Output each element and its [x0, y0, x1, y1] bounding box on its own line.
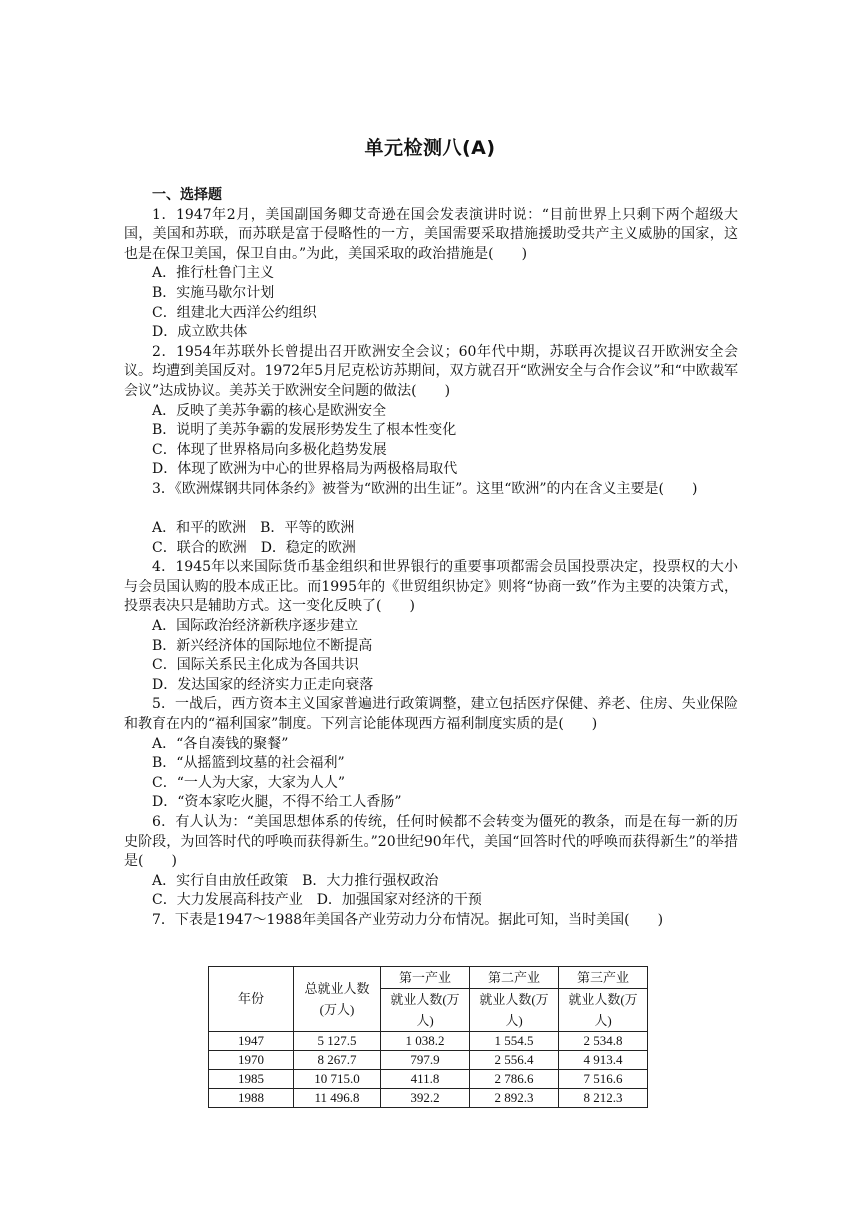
cell-total: 10 715.0 — [294, 1070, 381, 1089]
question-2-option-d: D．体现了欧洲为中心的世界格局为两极格局取代 — [152, 461, 458, 478]
question-3-stem: 3．《欧洲煤钢共同体条约》被誉为“欧洲的出生证”。这里“欧洲”的内在含义主要是( ) — [152, 480, 698, 497]
question-1-option-a: A．推行杜鲁门主义 — [152, 265, 275, 282]
question-1-option-d: D．成立欧共体 — [152, 324, 248, 341]
cell-primary: 392.2 — [381, 1089, 470, 1108]
cell-total: 5 127.5 — [294, 1032, 381, 1051]
question-7-stem: 7．下表是1947～1988年美国各产业劳动力分布情况。据此可知，当时美国( ) — [152, 911, 664, 928]
cell-year: 1988 — [209, 1089, 294, 1108]
labor-distribution-table — [208, 966, 648, 1108]
cell-tertiary: 4 913.4 — [559, 1051, 648, 1070]
table-row — [209, 1032, 648, 1051]
table-row — [209, 1089, 648, 1108]
cell-year: 1947 — [209, 1032, 294, 1051]
question-1-option-c: C．组建北大西洋公约组织 — [152, 304, 317, 321]
question-5-option-b: B．“从摇篮到坟墓的社会福利” — [152, 755, 345, 772]
cell-primary: 797.9 — [381, 1051, 470, 1070]
question-2-option-c: C．体现了世界格局向多极化趋势发展 — [152, 441, 387, 458]
cell-secondary: 1 554.5 — [470, 1032, 559, 1051]
header-total: 总就业人数(万人) — [294, 967, 381, 1032]
cell-total: 11 496.8 — [294, 1089, 381, 1108]
cell-secondary: 2 556.4 — [470, 1051, 559, 1070]
cell-total: 8 267.7 — [294, 1051, 381, 1070]
cell-primary: 411.8 — [381, 1070, 470, 1089]
question-3-options-cd: C．联合的欧洲 D．稳定的欧洲 — [152, 539, 356, 556]
question-1-option-b: B．实施马歇尔计划 — [152, 284, 275, 301]
question-2-option-a: A．反映了美苏争霸的核心是欧洲安全 — [152, 402, 387, 419]
question-4-option-b: B．新兴经济体的国际地位不断提高 — [152, 637, 373, 654]
cell-primary: 1 038.2 — [381, 1032, 470, 1051]
table-header-row — [209, 967, 648, 989]
question-5-option-d: D．“资本家吃火腿，不得不给工人香肠” — [152, 794, 402, 811]
subheader-tertiary-employed: 就业人数(万人) — [559, 989, 648, 1032]
question-1-stem: 1．1947年2月，美国副国务卿艾奇逊在国会发表演讲时说：“目前世界上只剩下两个超级大国，美国和苏联，而苏联是富于侵略性的一方，美国需要采取措施援助受共产主义威胁的国家，这也是在保卫美国，保卫自由。”为此，美国采取的政治措施是( ) — [124, 206, 738, 262]
question-6-options-ab: A．实行自由放任政策 B．大力推行强权政治 — [152, 872, 439, 889]
table-row — [209, 1051, 648, 1070]
question-5-option-c: C．“一人为大家，大家为人人” — [152, 774, 346, 791]
page-title: 单元检测八(A) — [364, 137, 496, 159]
question-4-stem: 4．1945年以来国际货币基金组织和世界银行的重要事项都需会员国投票决定，投票权的大小与会员国认购的股本成正比。而1995年的《世贸组织协定》则将“协商一致”作为主要的决策方式，投票表决只是辅助方式。这一变化反映了( ) — [124, 559, 738, 615]
question-6-stem: 6．有人认为：“美国思想体系的传统，任何时候都不会转变为僵死的教条，而是在每一新的历史阶段，为回答时代的呼唤而获得新生。”20世纪90年代，美国“回答时代的呼唤而获得新生”的举措是( ) — [124, 814, 738, 870]
question-5-stem: 5．一战后，西方资本主义国家普遍进行政策调整，建立包括医疗保健、养老、住房、失业保险和教育在内的“福利国家”制度。下列言论能体现西方福利制度实质的是( ) — [124, 696, 738, 733]
table-row — [209, 1070, 648, 1089]
header-year: 年份 — [209, 967, 294, 1032]
section-heading: 一、选择题 — [152, 187, 222, 203]
cell-tertiary: 2 534.8 — [559, 1032, 648, 1051]
header-tertiary: 第三产业 — [559, 967, 648, 989]
cell-secondary: 2 892.3 — [470, 1089, 559, 1108]
spacer — [124, 500, 738, 520]
cell-year: 1970 — [209, 1051, 294, 1070]
question-6-options-cd: C．大力发展高科技产业 D．加强国家对经济的干预 — [152, 892, 482, 909]
cell-tertiary: 8 212.3 — [559, 1089, 648, 1108]
question-4-option-c: C．国际关系民主化成为各国共识 — [152, 657, 359, 674]
question-list — [124, 186, 738, 931]
question-2-stem: 2．1954年苏联外长曾提出召开欧洲安全会议；60年代中期，苏联再次提议召开欧洲安全会议。均遭到美国反对。1972年5月尼克松访苏期间，双方就召开“欧洲安全与合作会议”和“中欧裁军会议”达成协议。美苏关于欧洲安全问题的做法( ) — [124, 343, 738, 399]
question-4-option-d: D．发达国家的经济实力正走向衰落 — [152, 676, 374, 693]
cell-year: 1985 — [209, 1070, 294, 1089]
cell-secondary: 2 786.6 — [470, 1070, 559, 1089]
header-secondary: 第二产业 — [470, 967, 559, 989]
question-4-option-a: A．国际政治经济新秩序逐步建立 — [152, 618, 359, 635]
subheader-secondary-employed: 就业人数(万人) — [470, 989, 559, 1032]
question-2-option-b: B．说明了美苏争霸的发展形势发生了根本性变化 — [152, 422, 457, 439]
question-5-option-a: A．“各自凑钱的聚餐” — [152, 735, 289, 752]
header-primary: 第一产业 — [381, 967, 470, 989]
subheader-primary-employed: 就业人数(万人) — [381, 989, 470, 1032]
question-3-options-ab: A．和平的欧洲 B．平等的欧洲 — [152, 520, 355, 537]
cell-tertiary: 7 516.6 — [559, 1070, 648, 1089]
